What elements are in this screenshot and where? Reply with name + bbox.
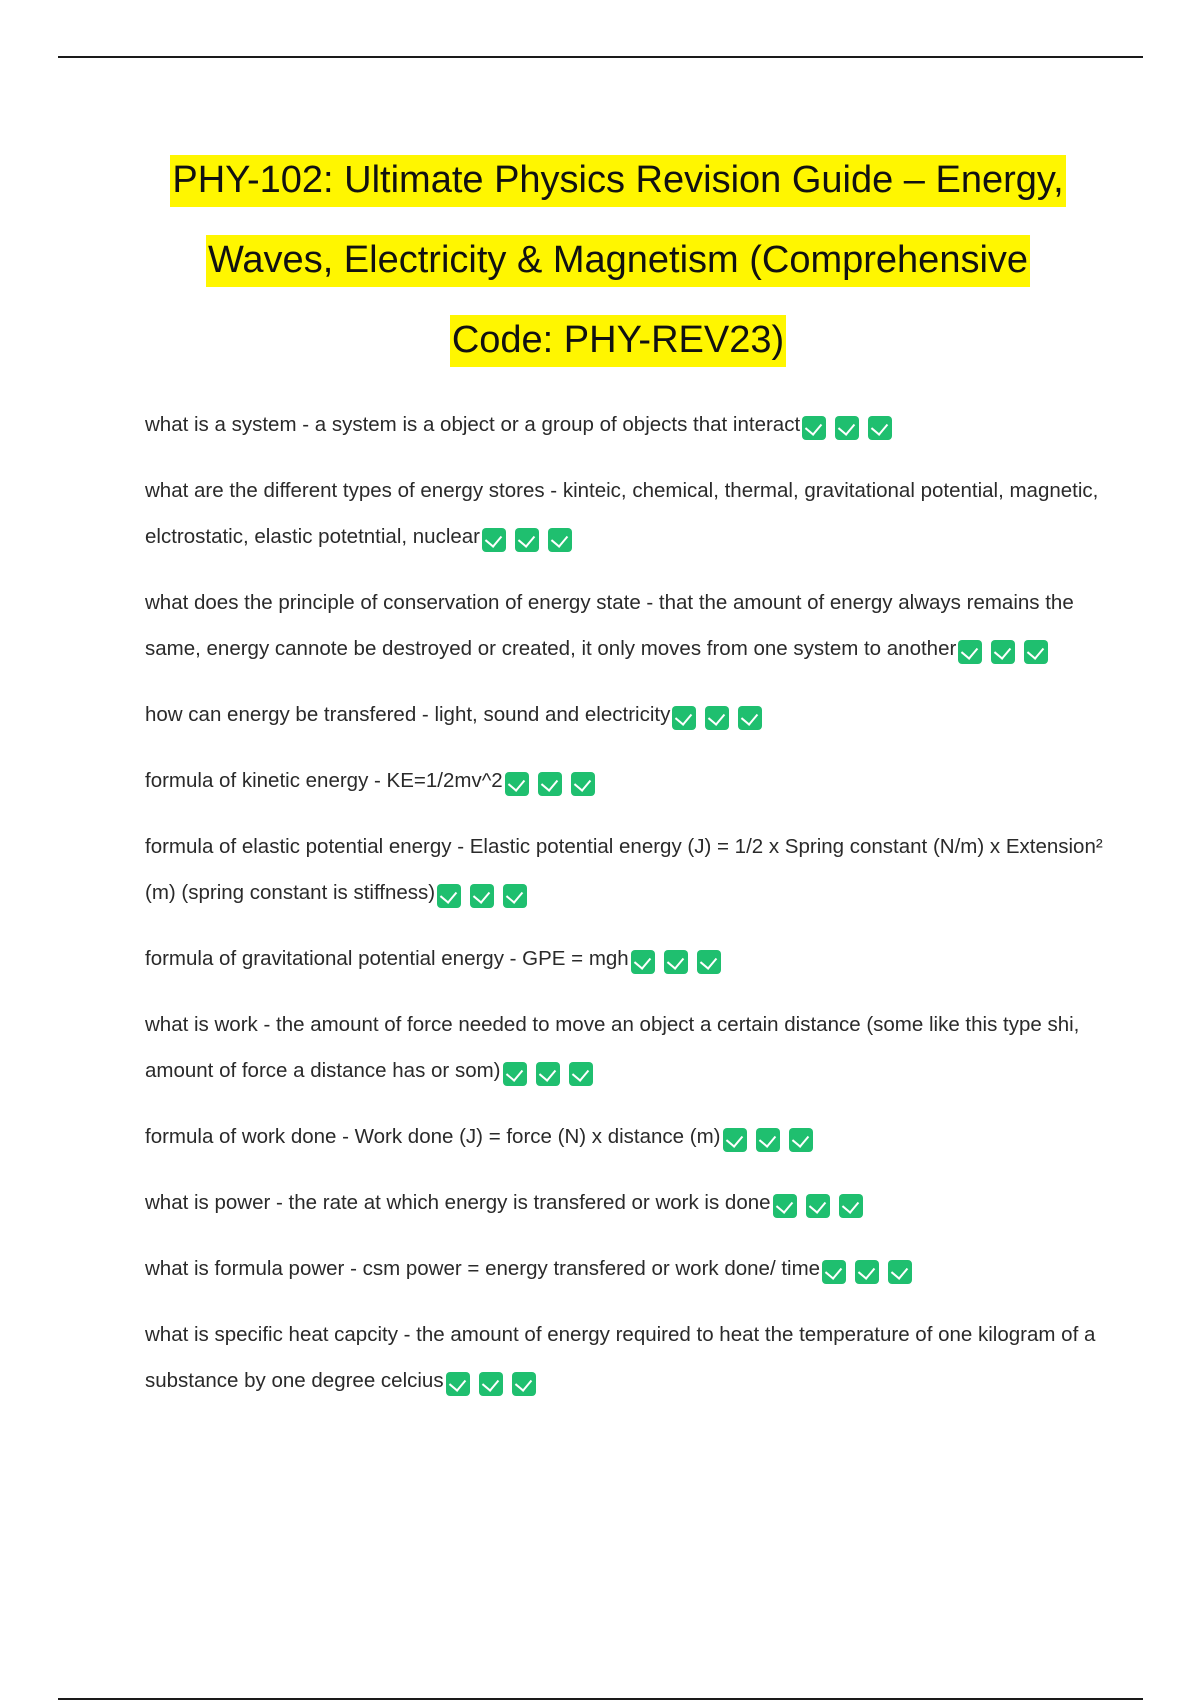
check-marks (802, 404, 901, 450)
flashcard-item (145, 1312, 1105, 1406)
flashcard-text: what is formula power - csm power = energy transfered or work done/ time (145, 1257, 821, 1280)
flashcard-text: formula of kinetic energy - KE=1/2mv^2 (145, 769, 503, 792)
check-mark-icon (672, 706, 696, 730)
top-rule (58, 56, 1143, 58)
title-line-3: Code: PHY-REV23) (450, 315, 786, 367)
page-title (58, 140, 1178, 380)
flashcard-item (145, 1114, 1105, 1162)
title-block (58, 140, 1178, 380)
flashcard-text: formula of gravitational potential energy - GPE = mgh (145, 947, 629, 970)
title-line-2: Waves, Electricity & Magnetism (Comprehensive (206, 235, 1030, 287)
check-marks (503, 1050, 602, 1096)
check-mark-icon (773, 1194, 797, 1218)
title-line-1: PHY-102: Ultimate Physics Revision Guide – Energy, (170, 155, 1065, 207)
check-mark-icon (470, 884, 494, 908)
check-marks (723, 1116, 822, 1162)
check-mark-icon (868, 416, 892, 440)
check-mark-icon (437, 884, 461, 908)
flashcard-text: what is work - the amount of force needed to move an object a certain distance (some like this type shi, amount of force a distance has or som) (145, 1013, 1080, 1082)
check-mark-icon (705, 706, 729, 730)
check-mark-icon (738, 706, 762, 730)
flashcard-text: what is specific heat capcity - the amount of energy required to heat the temperature of one kilogram of a substance by one degree celcius (145, 1323, 1096, 1392)
check-marks (822, 1248, 921, 1294)
check-mark-icon (835, 416, 859, 440)
check-mark-icon (664, 950, 688, 974)
check-mark-icon (723, 1128, 747, 1152)
flashcard-text: what does the principle of conservation of energy state - that the amount of energy always remains the same, energy cannote be destroyed or created, it only moves from one system to another (145, 591, 1074, 660)
check-mark-icon (479, 1372, 503, 1396)
check-marks (958, 628, 1057, 674)
flashcard-item (145, 580, 1105, 674)
flashcard-item (145, 824, 1105, 918)
check-mark-icon (1024, 640, 1048, 664)
check-mark-icon (536, 1062, 560, 1086)
check-mark-icon (482, 528, 506, 552)
check-mark-icon (991, 640, 1015, 664)
check-marks (631, 938, 730, 984)
check-mark-icon (569, 1062, 593, 1086)
flashcard-item (145, 1002, 1105, 1096)
flashcard-item (145, 468, 1105, 562)
check-mark-icon (512, 1372, 536, 1396)
check-marks (505, 760, 604, 806)
flashcard-text: formula of work done - Work done (J) = force (N) x distance (m) (145, 1125, 721, 1148)
check-mark-icon (503, 884, 527, 908)
check-mark-icon (958, 640, 982, 664)
check-mark-icon (802, 416, 826, 440)
flashcard-text: how can energy be transfered - light, sound and electricity (145, 703, 671, 726)
flashcard-item (145, 758, 1105, 806)
check-mark-icon (822, 1260, 846, 1284)
check-mark-icon (548, 528, 572, 552)
flashcard-text: what are the different types of energy stores - kinteic, chemical, thermal, gravitational potential, magnetic, elctrostatic, elastic potetntial, nuclear (145, 479, 1099, 548)
check-mark-icon (888, 1260, 912, 1284)
check-marks (773, 1182, 872, 1228)
check-marks (672, 694, 771, 740)
flashcard-item (145, 402, 1105, 450)
check-marks (437, 872, 536, 918)
check-mark-icon (697, 950, 721, 974)
flashcard-item (145, 692, 1105, 740)
check-mark-icon (505, 772, 529, 796)
flashcard-text: formula of elastic potential energy - Elastic potential energy (J) = 1/2 x Spring constant (N/m) x Extension² (m) (spring constant is stiffness) (145, 835, 1103, 904)
check-mark-icon (789, 1128, 813, 1152)
check-marks (482, 516, 581, 562)
flashcard-item (145, 936, 1105, 984)
flashcard-text: what is a system - a system is a object or a group of objects that interact (145, 413, 801, 436)
flashcard-text: what is power - the rate at which energy is transfered or work is done (145, 1191, 771, 1214)
check-mark-icon (538, 772, 562, 796)
check-mark-icon (839, 1194, 863, 1218)
check-mark-icon (446, 1372, 470, 1396)
check-mark-icon (515, 528, 539, 552)
check-mark-icon (855, 1260, 879, 1284)
flashcard-item (145, 1246, 1105, 1294)
check-marks (446, 1360, 545, 1406)
check-mark-icon (571, 772, 595, 796)
flashcard-item (145, 1180, 1105, 1228)
flashcard-list (145, 402, 1105, 1424)
check-mark-icon (631, 950, 655, 974)
check-mark-icon (756, 1128, 780, 1152)
check-mark-icon (806, 1194, 830, 1218)
check-mark-icon (503, 1062, 527, 1086)
